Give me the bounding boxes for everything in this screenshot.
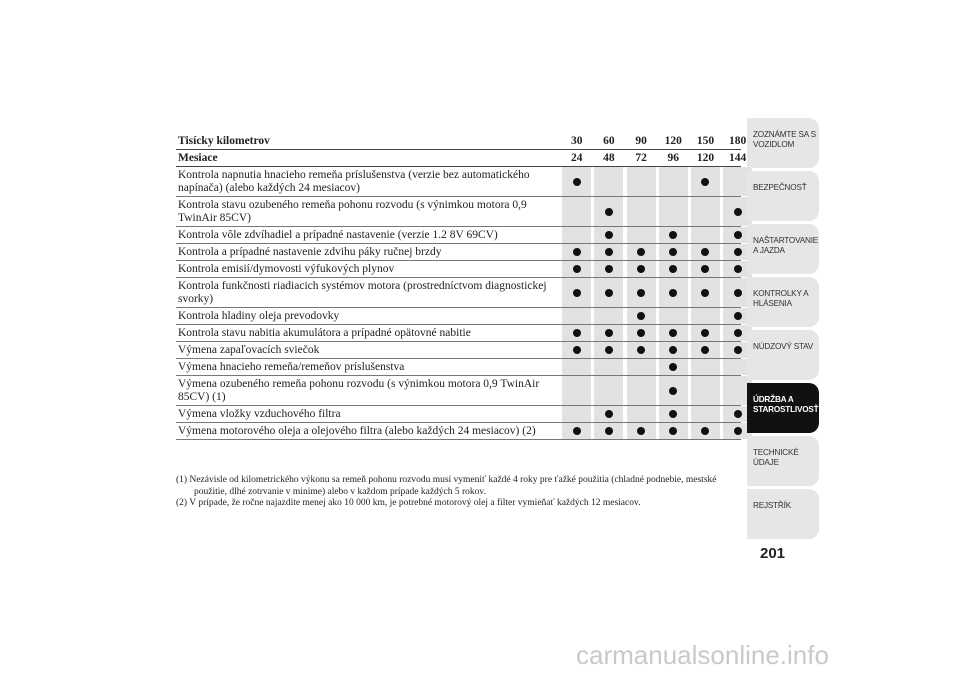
interval-cell	[627, 325, 656, 341]
interval-cell	[627, 308, 656, 324]
table-row	[176, 342, 741, 359]
interval-cell	[659, 244, 688, 260]
bullet-icon	[734, 312, 742, 320]
bullet-icon	[734, 231, 742, 239]
interval-cell	[659, 406, 688, 422]
interval-cell	[594, 278, 623, 307]
bullet-icon	[701, 427, 709, 435]
header-km-value: 150	[696, 135, 715, 147]
interval-cell	[627, 359, 656, 375]
interval-cell	[594, 376, 623, 405]
interval-cell	[627, 406, 656, 422]
interval-cell	[562, 261, 591, 277]
interval-cell	[659, 227, 688, 243]
bullet-icon	[734, 427, 742, 435]
table-row	[176, 308, 741, 325]
header-months-value: 96	[667, 152, 679, 164]
interval-cell	[594, 325, 623, 341]
bullet-icon	[669, 265, 677, 273]
chapter-tab[interactable]: TECHNICKÉ ÚDAJE	[747, 436, 819, 486]
header-months-label: Mesiace	[178, 152, 218, 164]
header-months-value: 48	[603, 152, 615, 164]
interval-cell	[691, 359, 720, 375]
bullet-icon	[669, 410, 677, 418]
header-km-value: 90	[635, 135, 647, 147]
interval-cell	[691, 342, 720, 358]
row-cells	[559, 261, 752, 277]
chapter-tab[interactable]: ÚDRŽBA A STAROSTLIVOSŤ	[747, 383, 819, 433]
bullet-icon	[734, 410, 742, 418]
header-months-value: 72	[635, 152, 647, 164]
bullet-icon	[573, 346, 581, 354]
bullet-icon	[605, 346, 613, 354]
bullet-icon	[669, 363, 677, 371]
bullet-icon	[605, 208, 613, 216]
table-row	[176, 278, 741, 308]
interval-cell	[562, 244, 591, 260]
bullet-icon	[669, 248, 677, 256]
interval-cell	[594, 261, 623, 277]
interval-cell	[659, 325, 688, 341]
interval-cell	[691, 325, 720, 341]
row-cells	[559, 167, 752, 196]
bullet-icon	[734, 208, 742, 216]
row-label: Kontrola vôle zdvíhadiel a prípadné nastavenie (verzie 1.2 8V 69CV)	[178, 229, 498, 241]
bullet-icon	[701, 248, 709, 256]
table-row	[176, 325, 741, 342]
interval-cell	[627, 167, 656, 196]
interval-cell	[562, 325, 591, 341]
header-months-value: 24	[570, 152, 583, 164]
interval-cell	[627, 376, 656, 405]
chapter-tab[interactable]: REJSTŘÍK	[747, 489, 819, 539]
interval-cell	[691, 244, 720, 260]
footnotes	[176, 475, 741, 510]
interval-cell	[691, 376, 720, 405]
interval-cell	[594, 227, 623, 243]
bullet-icon	[734, 248, 742, 256]
interval-cell	[562, 227, 591, 243]
table-row	[176, 167, 741, 197]
table-row	[176, 376, 741, 406]
interval-cell	[659, 376, 688, 405]
row-cells	[559, 342, 752, 358]
table-row	[176, 261, 741, 278]
bullet-icon	[637, 427, 645, 435]
interval-cell	[659, 167, 688, 196]
table-row	[176, 359, 741, 376]
bullet-icon	[605, 248, 613, 256]
interval-cell	[659, 342, 688, 358]
bullet-icon	[605, 231, 613, 239]
bullet-icon	[573, 289, 581, 297]
bullet-icon	[573, 265, 581, 273]
header-km-cells	[559, 133, 752, 149]
bullet-icon	[701, 346, 709, 354]
interval-cell	[562, 308, 591, 324]
interval-cell	[562, 406, 591, 422]
bullet-icon	[734, 346, 742, 354]
row-cells	[559, 376, 752, 405]
interval-cell	[594, 167, 623, 196]
chapter-tab[interactable]: KONTROLKY A HLÁSENIA	[747, 277, 819, 327]
header-km-value: 30	[570, 135, 583, 147]
bullet-icon	[701, 289, 709, 297]
interval-cell	[562, 423, 591, 439]
header-km-value: 60	[603, 135, 615, 147]
interval-cell	[562, 359, 591, 375]
interval-cell	[659, 359, 688, 375]
row-label: Kontrola napnutia hnacieho remeňa príslušenstva (verzie bez automatického napínača) (alebo každých 24 mesiacov)	[178, 169, 530, 194]
chapter-sidebar	[747, 118, 819, 542]
bullet-icon	[605, 427, 613, 435]
bullet-icon	[573, 427, 581, 435]
bullet-icon	[669, 329, 677, 337]
row-label: Kontrola a prípadné nastavenie zdvihu páky ručnej brzdy	[178, 246, 442, 258]
table-row	[176, 197, 741, 227]
row-label: Výmena hnacieho remeňa/remeňov príslušenstva	[178, 361, 405, 373]
interval-cell	[627, 278, 656, 307]
table-row	[176, 244, 741, 261]
bullet-icon	[669, 289, 677, 297]
interval-cell	[691, 167, 720, 196]
header-row-months	[176, 150, 747, 167]
bullet-icon	[605, 265, 613, 273]
bullet-icon	[637, 312, 645, 320]
header-row-km	[176, 133, 747, 150]
bullet-icon	[701, 329, 709, 337]
bullet-icon	[734, 265, 742, 273]
maintenance-table	[176, 133, 747, 440]
bullet-icon	[573, 329, 581, 337]
interval-cell	[659, 308, 688, 324]
chapter-tab[interactable]: BEZPEČNOSŤ	[747, 171, 819, 221]
bullet-icon	[573, 178, 581, 186]
row-label: Kontrola stavu ozubeného remeňa pohonu rozvodu (s výnimkou motora 0,9 TwinAir 85CV)	[178, 199, 527, 224]
interval-cell	[562, 197, 591, 226]
interval-cell	[659, 261, 688, 277]
table-body	[176, 167, 741, 440]
row-cells	[559, 278, 752, 307]
interval-cell	[659, 278, 688, 307]
bullet-icon	[605, 329, 613, 337]
interval-cell	[627, 197, 656, 226]
interval-cell	[594, 359, 623, 375]
interval-cell	[691, 227, 720, 243]
chapter-tab[interactable]: ZOZNÁMTE SA S VOZIDLOM	[747, 118, 819, 168]
interval-cell	[691, 261, 720, 277]
bullet-icon	[605, 289, 613, 297]
footnote: (1) Nezávisle od kilometrického výkonu sa remeň pohonu rozvodu musí vymeniť každé 4 roky pre ťažké použitia (chladné podnebie, mestské použitie, dlhé zotrvanie v minime) alebo v každom prípade každých 5 rokov.	[176, 475, 717, 497]
interval-cell	[627, 423, 656, 439]
chapter-tab[interactable]: NAŠTARTOVANIE A JAZDA	[747, 224, 819, 274]
header-months-value: 120	[696, 152, 715, 164]
row-cells	[559, 227, 752, 243]
interval-cell	[594, 342, 623, 358]
interval-cell	[691, 308, 720, 324]
interval-cell	[691, 406, 720, 422]
bullet-icon	[637, 248, 645, 256]
row-cells	[559, 423, 752, 439]
interval-cell	[627, 261, 656, 277]
interval-cell	[594, 406, 623, 422]
row-cells	[559, 197, 752, 226]
row-label: Výmena ozubeného remeňa pohonu rozvodu (s výnimkou motora 0,9 TwinAir 85CV) (1)	[178, 378, 540, 403]
header-months-cells	[559, 150, 752, 166]
interval-cell	[594, 308, 623, 324]
bullet-icon	[637, 289, 645, 297]
header-months-value: 144	[729, 152, 747, 164]
bullet-icon	[701, 265, 709, 273]
bullet-icon	[573, 248, 581, 256]
interval-cell	[562, 342, 591, 358]
bullet-icon	[734, 329, 742, 337]
interval-cell	[627, 342, 656, 358]
interval-cell	[659, 197, 688, 226]
interval-cell	[627, 227, 656, 243]
interval-cell	[594, 423, 623, 439]
footnote: (2) V prípade, že ročne najazdite menej ako 10 000 km, je potrebné motorový olej a filter vymieňať každých 12 mesiacov.	[176, 498, 641, 508]
row-label: Kontrola emisií/dymovosti výfukových plynov	[178, 263, 395, 275]
interval-cell	[594, 244, 623, 260]
watermark: carmanualsonline.info	[576, 640, 829, 670]
chapter-tab[interactable]: NÚDZOVÝ STAV	[747, 330, 819, 380]
interval-cell	[562, 167, 591, 196]
header-km-label: Tisícky kilometrov	[178, 135, 270, 147]
row-cells	[559, 244, 752, 260]
header-km-value: 120	[664, 135, 682, 147]
interval-cell	[659, 423, 688, 439]
bullet-icon	[701, 178, 709, 186]
bullet-icon	[669, 231, 677, 239]
bullet-icon	[637, 346, 645, 354]
row-label: Kontrola hladiny oleja prevodovky	[178, 310, 340, 322]
bullet-icon	[734, 289, 742, 297]
bullet-icon	[605, 410, 613, 418]
row-label: Výmena vložky vzduchového filtra	[178, 408, 341, 420]
row-label: Výmena zapaľovacích sviečok	[178, 344, 320, 356]
row-cells	[559, 308, 752, 324]
row-cells	[559, 325, 752, 341]
row-cells	[559, 406, 752, 422]
interval-cell	[594, 197, 623, 226]
bullet-icon	[669, 346, 677, 354]
interval-cell	[562, 376, 591, 405]
row-label: Kontrola stavu nabitia akumulátora a prípadné opätovné nabitie	[178, 327, 471, 339]
row-label: Výmena motorového oleja a olejového filtra (alebo každých 24 mesiacov) (2)	[178, 425, 536, 437]
row-label: Kontrola funkčnosti riadiacich systémov motora (prostredníctvom diagnostickej svorky)	[178, 280, 547, 305]
bullet-icon	[669, 387, 677, 395]
bullet-icon	[637, 265, 645, 273]
header-km-value: 180	[729, 135, 747, 147]
row-cells	[559, 359, 752, 375]
interval-cell	[691, 423, 720, 439]
table-row	[176, 227, 741, 244]
interval-cell	[691, 197, 720, 226]
bullet-icon	[637, 329, 645, 337]
page-number: 201	[760, 545, 786, 562]
interval-cell	[562, 278, 591, 307]
bullet-icon	[669, 427, 677, 435]
interval-cell	[691, 278, 720, 307]
interval-cell	[627, 244, 656, 260]
table-row	[176, 423, 741, 440]
table-row	[176, 406, 741, 423]
